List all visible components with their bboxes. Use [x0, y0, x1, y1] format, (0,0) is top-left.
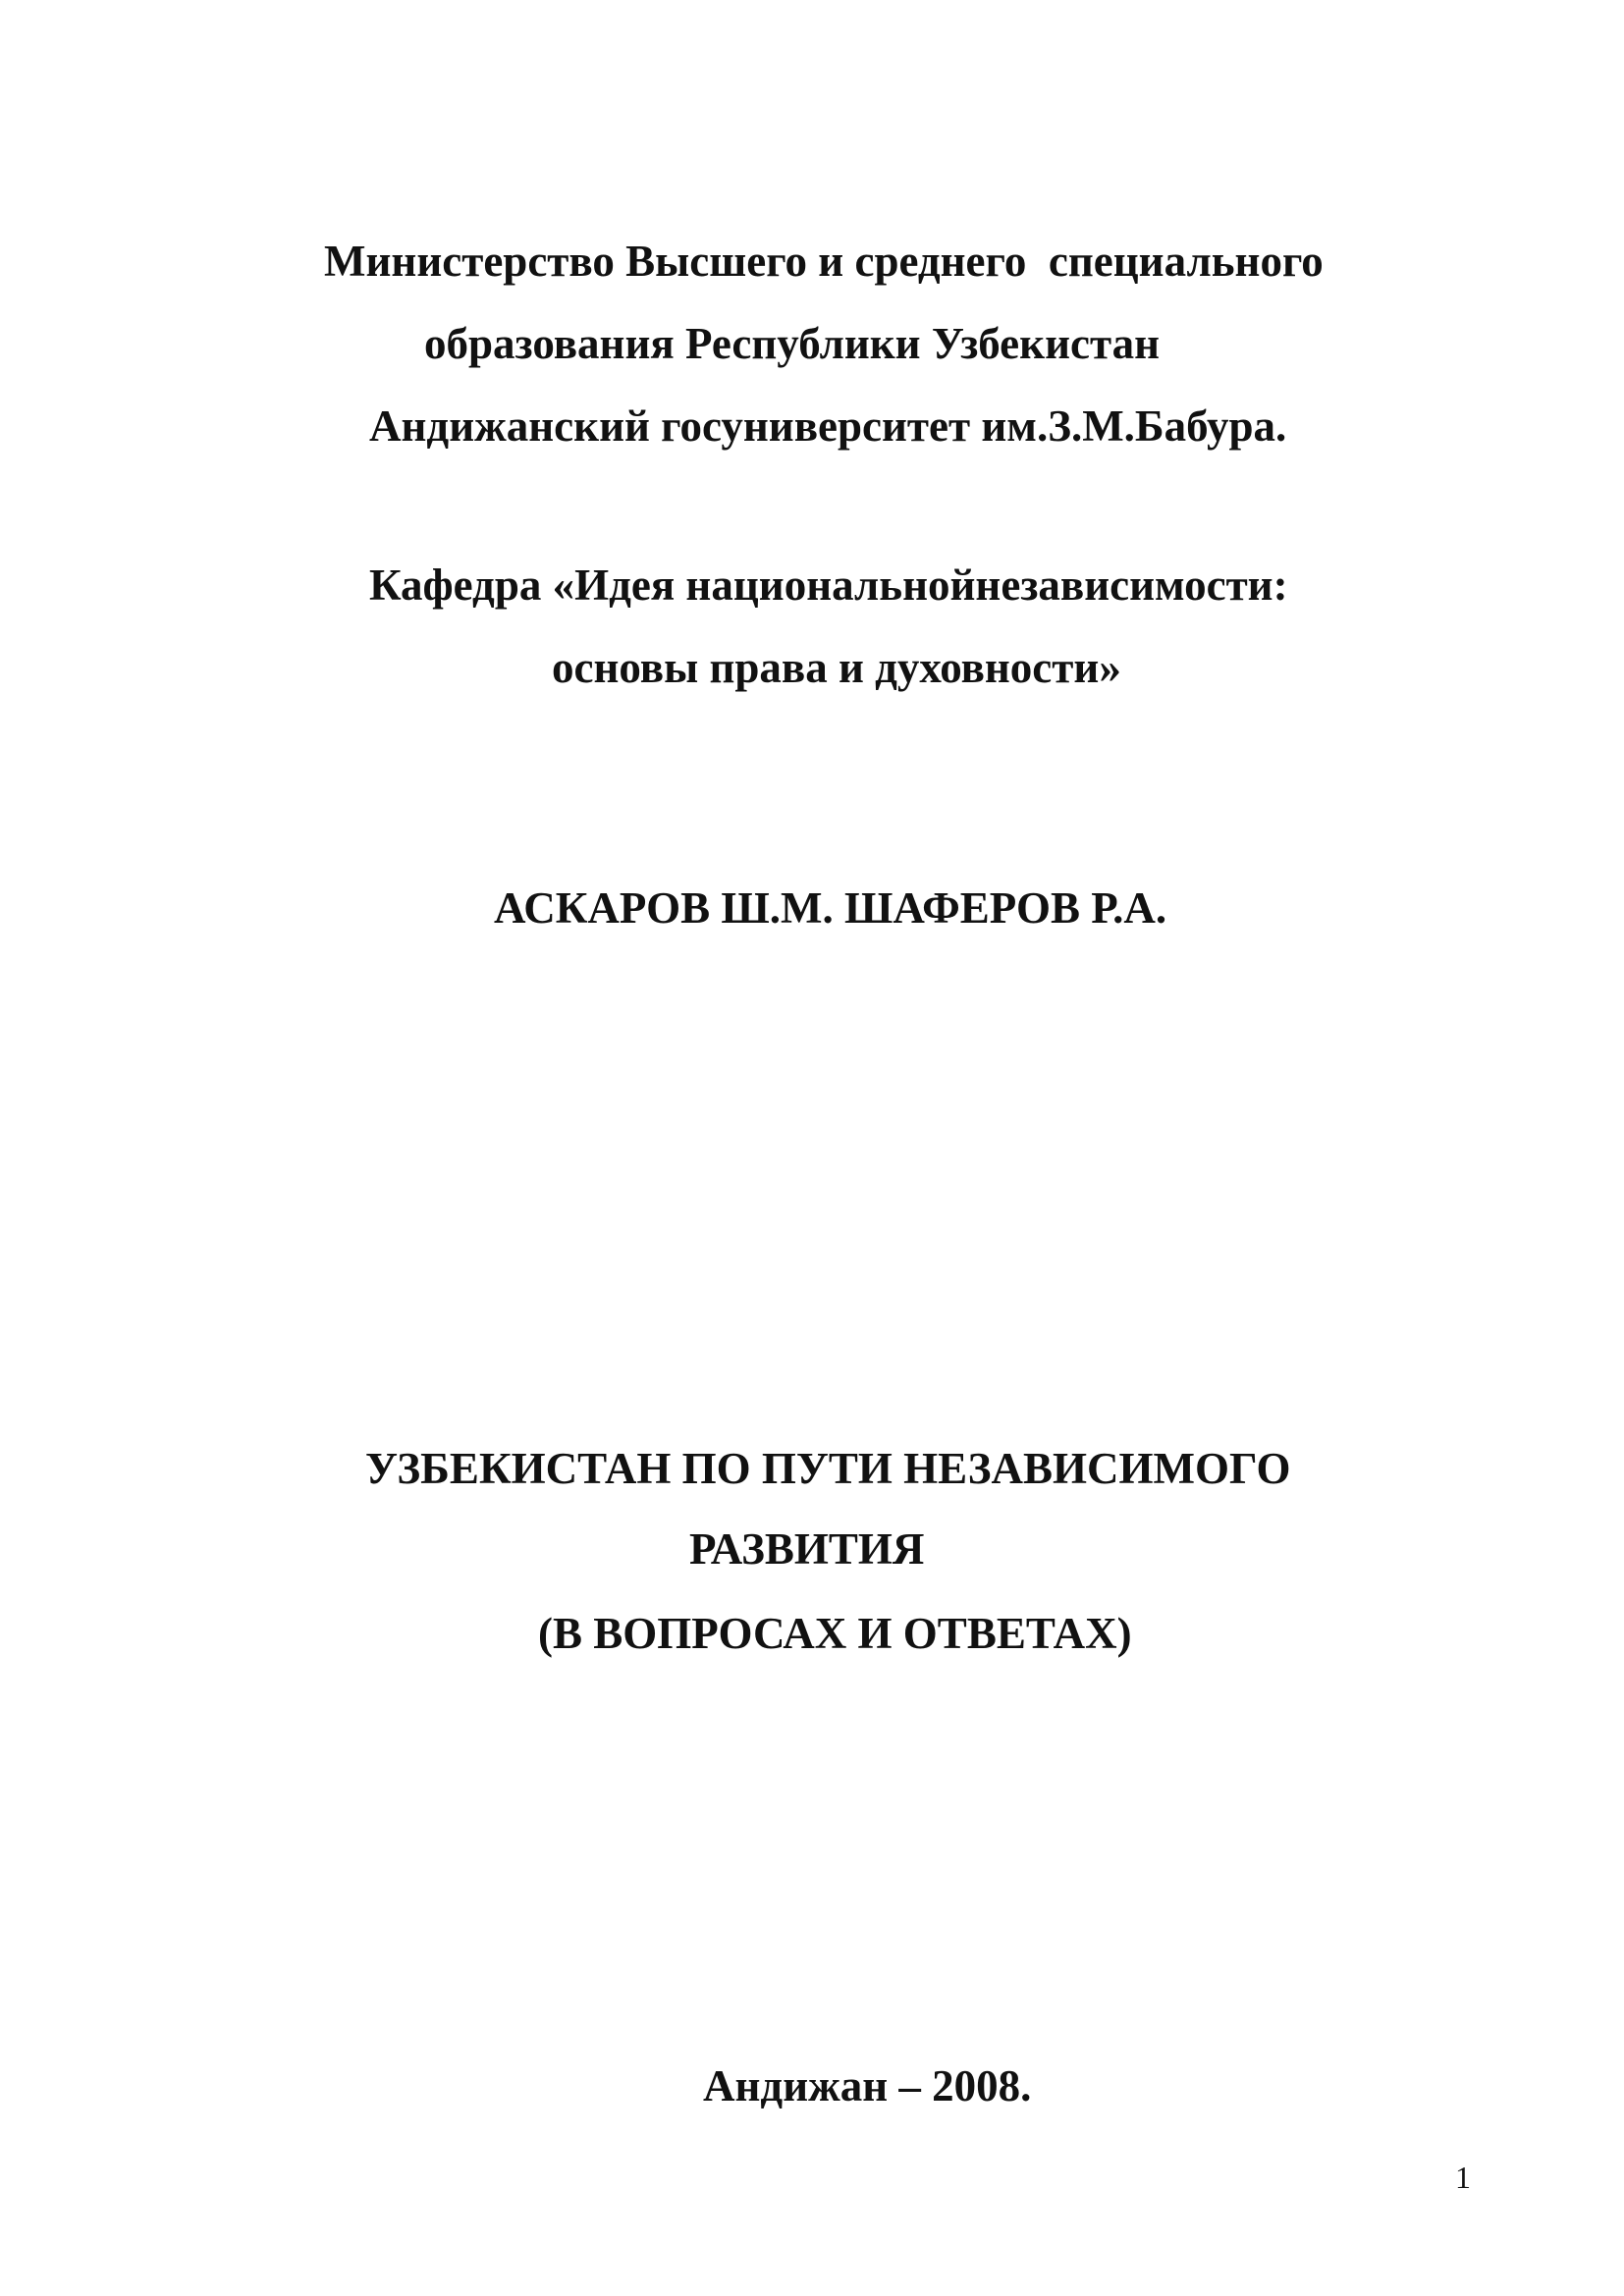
place-and-year: Андижан – 2008. — [703, 2061, 1032, 2110]
title-line-3: (В ВОПРОСАХ И ОТВЕТАХ) — [538, 1609, 1132, 1658]
department-line-1: Кафедра «Идея национальнойнезависимости: — [369, 561, 1288, 610]
authors: АСКАРОВ Ш.М. ШАФЕРОВ Р.А. — [494, 883, 1167, 933]
title-line-1: УЗБЕКИСТАН ПО ПУТИ НЕЗАВИСИМОГО — [365, 1444, 1291, 1493]
ministry-line-1: Министерство Высшего и среднего специального — [324, 237, 1324, 286]
university-name: Андижанский госуниверситет им.З.М.Бабура. — [369, 401, 1287, 451]
page-number: 1 — [1455, 2160, 1471, 2195]
title-line-2: РАЗВИТИЯ — [689, 1524, 925, 1574]
ministry-line-2: образования Республики Узбекистан — [424, 319, 1161, 368]
department-line-2: основы права и духовности» — [552, 643, 1121, 692]
